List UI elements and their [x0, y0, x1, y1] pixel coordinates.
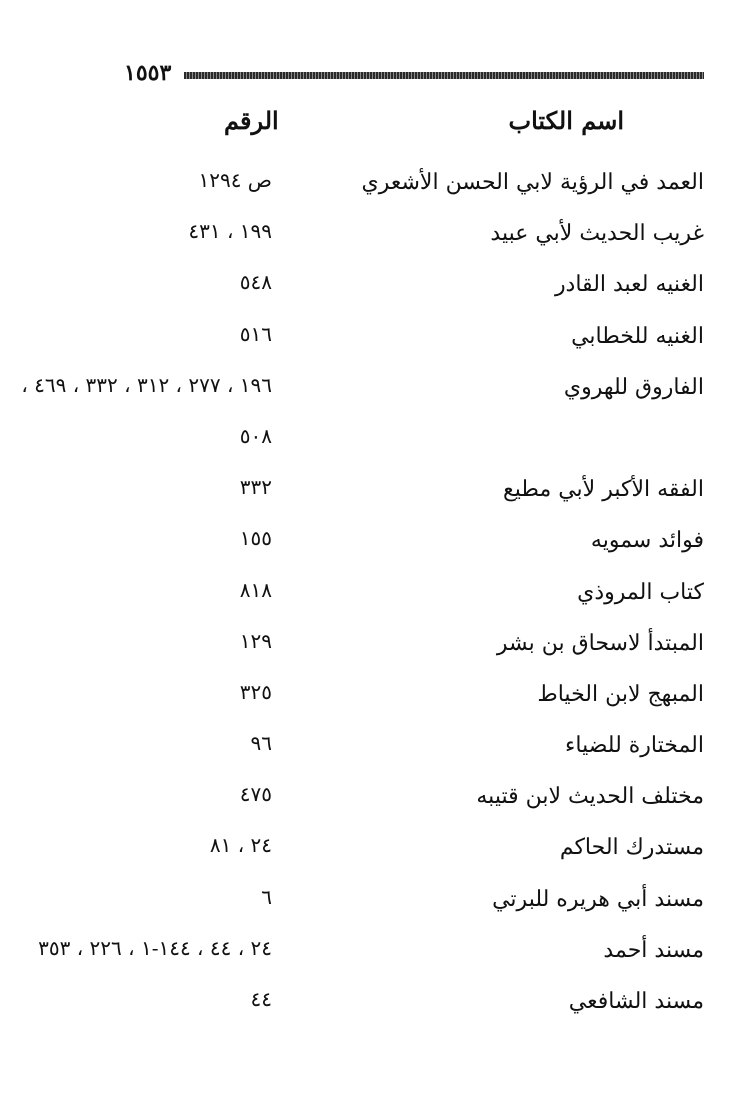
list-item	[0, 983, 748, 1034]
book-title: الغنيه لعبد القادر	[554, 272, 704, 298]
page-header	[124, 60, 704, 86]
page-refs: ٦	[261, 884, 272, 909]
book-title: مختلف الحديث لابن قتيبه	[476, 784, 704, 810]
page-refs: ٣٢٥	[239, 679, 272, 704]
list-item	[0, 574, 748, 625]
book-title: مسند أبي هريره للبرتي	[492, 886, 704, 912]
list-item	[0, 318, 748, 369]
page-number: ١٥٥٣	[124, 60, 172, 86]
page-refs: ٨١٨	[239, 577, 272, 602]
page-refs: ١٢٩	[239, 628, 272, 653]
list-item	[0, 625, 748, 676]
list-item	[0, 727, 748, 778]
page-refs: ٥٠٨	[239, 423, 272, 448]
book-title: مسند الشافعي	[568, 989, 704, 1014]
page-refs: ١٩٩ ، ٤٣١	[188, 219, 272, 244]
book-title: الغنيه للخطابي	[571, 323, 704, 349]
page-refs: ١٥٥	[239, 526, 272, 551]
book-title: الفاروق للهروي	[563, 374, 704, 400]
list-item	[0, 676, 748, 727]
book-title: العمد في الرؤية لابي الحسن الأشعري	[361, 170, 704, 195]
book-title: غريب الحديث لأبي عبيد	[490, 221, 704, 247]
list-item	[0, 164, 748, 215]
book-title: المبتدأ لاسحاق بن بشر	[496, 630, 704, 656]
page-refs: ص ١٢٩٤	[198, 168, 272, 192]
page-refs: ٤٤	[250, 987, 272, 1011]
list-item	[0, 829, 748, 880]
list-item	[0, 932, 748, 983]
book-title: مستدرك الحاكم	[559, 835, 704, 861]
book-title: مسند أحمد	[603, 937, 704, 963]
list-item	[0, 778, 748, 829]
page-refs: ٥٤٨	[239, 270, 272, 295]
page-refs: ٢٤ ، ٤٤ ، ١٤٤-١ ، ٢٢٦ ، ٣٥٣	[38, 935, 272, 960]
list-item	[0, 881, 748, 932]
list-item	[0, 471, 748, 522]
book-title: فوائد سمويه	[590, 528, 704, 554]
column-headers	[0, 106, 748, 142]
list-item	[0, 369, 748, 420]
list-item	[0, 215, 748, 266]
page-refs: ٣٣٢	[239, 475, 272, 500]
book-title: الفقه الأكبر لأبي مطيع	[503, 477, 704, 503]
book-title: المختارة للضياء	[565, 733, 704, 759]
page-refs: ٤٧٥	[239, 782, 272, 807]
list-item	[0, 420, 748, 471]
list-item	[0, 522, 748, 573]
index-list	[0, 164, 748, 1034]
book-title: المبهج لابن الخياط	[537, 681, 704, 707]
page-refs: ٩٦	[250, 731, 272, 756]
book-title: كتاب المروذي	[577, 579, 704, 605]
page-refs: ١٩٦ ، ٢٧٧ ، ٣١٢ ، ٣٣٢ ، ٤٦٩ ،	[21, 372, 272, 397]
column-header-number: الرقم	[224, 106, 279, 135]
page-refs: ٥١٦	[239, 321, 272, 346]
column-header-book-title: اسم الكتاب	[508, 106, 624, 135]
page-refs: ٢٤ ، ٨١	[209, 833, 272, 858]
list-item	[0, 266, 748, 317]
header-rule	[184, 72, 704, 79]
